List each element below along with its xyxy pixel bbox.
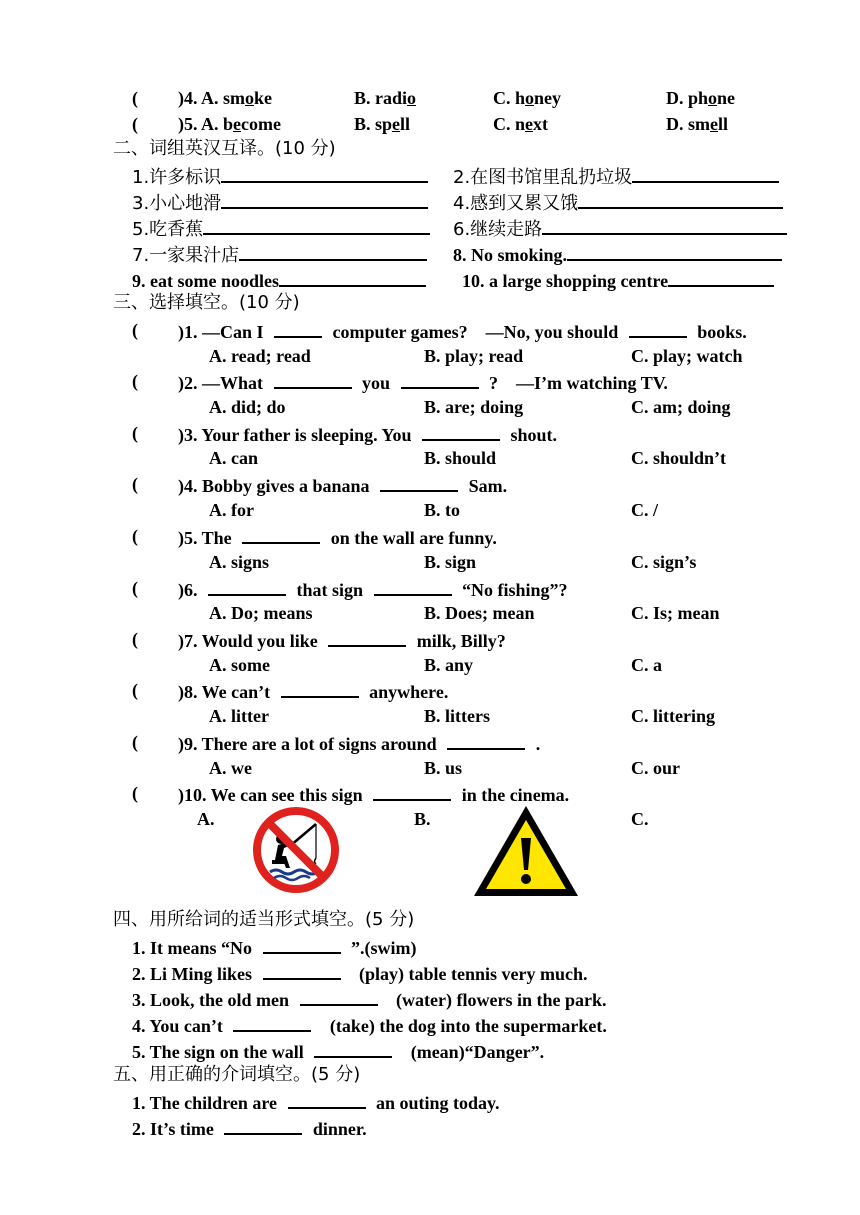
answer-blank[interactable] xyxy=(288,1090,366,1109)
answer-blank[interactable] xyxy=(242,525,320,544)
section-5-title: 五、用正确的介词填空。(5 分) xyxy=(113,1064,361,1085)
prep-item-2: 2. It’s time dinner. xyxy=(132,1116,367,1138)
q4-option-b[interactable]: B. to xyxy=(424,500,460,520)
answer-blank[interactable] xyxy=(239,242,427,261)
translate-item-5: 5.吃香蕉 xyxy=(132,216,430,238)
q10-option-a[interactable]: A. xyxy=(197,809,215,829)
answer-blank[interactable] xyxy=(328,628,406,647)
answer-blank[interactable] xyxy=(221,164,428,183)
phonics-4-d: D. phone xyxy=(666,88,736,108)
q6-option-a[interactable]: A. Do; means xyxy=(209,603,313,623)
answer-blank[interactable] xyxy=(263,961,341,980)
phonics-4-c: C. honey xyxy=(493,88,562,108)
answer-blank[interactable] xyxy=(233,1013,311,1032)
question-4: )4. Bobby gives a banana Sam. xyxy=(178,473,507,495)
q9-option-a[interactable]: A. we xyxy=(209,758,252,778)
answer-paren[interactable]: ( xyxy=(132,320,138,340)
q4-option-a[interactable]: A. for xyxy=(209,500,254,520)
warning-sign-icon xyxy=(472,804,580,898)
q2-option-c[interactable]: C. am; doing xyxy=(631,397,731,417)
q8-option-c[interactable]: C. littering xyxy=(631,706,715,726)
q6-option-c[interactable]: C. Is; mean xyxy=(631,603,720,623)
answer-paren[interactable]: ( xyxy=(132,526,138,546)
q7-option-b[interactable]: B. any xyxy=(424,655,474,675)
answer-blank[interactable] xyxy=(221,190,428,209)
fill-item-2: 2. Li Ming likes (play) table tennis very much. xyxy=(132,961,588,983)
phonics-4-b: B. radio xyxy=(354,88,417,108)
translate-item-6: 6.继续走路 xyxy=(453,216,787,238)
translate-item-2: 2.在图书馆里乱扔垃圾 xyxy=(453,164,779,186)
section-3-title: 三、选择填空。(10 分) xyxy=(113,292,300,313)
question-7: )7. Would you like milk, Billy? xyxy=(178,628,506,650)
answer-blank[interactable] xyxy=(274,370,352,389)
answer-blank[interactable] xyxy=(542,216,787,235)
phonics-5-d: D. smell xyxy=(666,114,729,134)
question-6: )6. that sign “No fishing”? xyxy=(178,577,568,599)
answer-paren[interactable]: ( xyxy=(132,732,138,752)
answer-paren[interactable]: ( xyxy=(132,114,138,134)
answer-blank[interactable] xyxy=(422,422,500,441)
question-8: )8. We can’t anywhere. xyxy=(178,679,448,701)
answer-paren[interactable]: ( xyxy=(132,371,138,391)
answer-blank[interactable] xyxy=(578,190,783,209)
q9-option-c[interactable]: C. our xyxy=(631,758,680,778)
q5-option-a[interactable]: A. signs xyxy=(209,552,270,572)
answer-blank[interactable] xyxy=(447,731,525,750)
answer-paren[interactable]: ( xyxy=(132,680,138,700)
question-5: )5. The on the wall are funny. xyxy=(178,525,497,547)
q7-option-c[interactable]: C. a xyxy=(631,655,662,675)
no-fishing-sign-icon xyxy=(250,806,342,894)
q5-option-c[interactable]: C. sign’s xyxy=(631,552,697,572)
phonics-5-c: C. next xyxy=(493,114,549,134)
fill-item-4: 4. You can’t (take) the dog into the supermarket. xyxy=(132,1013,607,1035)
translate-item-4: 4.感到又累又饿 xyxy=(453,190,783,212)
answer-blank[interactable] xyxy=(281,679,359,698)
q8-option-b[interactable]: B. litters xyxy=(424,706,490,726)
answer-blank[interactable] xyxy=(668,268,774,287)
answer-paren[interactable]: ( xyxy=(132,423,138,443)
fill-item-1: 1. It means “No ”.(swim) xyxy=(132,935,417,957)
q3-option-a[interactable]: A. can xyxy=(209,448,258,468)
answer-paren[interactable]: ( xyxy=(132,578,138,598)
answer-blank[interactable] xyxy=(374,577,452,596)
phonics-4-a: )4. A. smoke xyxy=(178,88,272,108)
answer-paren[interactable]: ( xyxy=(132,629,138,649)
answer-blank[interactable] xyxy=(401,370,479,389)
question-10: )10. We can see this sign in the cinema. xyxy=(178,782,569,804)
answer-blank[interactable] xyxy=(300,987,378,1006)
answer-blank[interactable] xyxy=(274,319,322,338)
q10-option-c[interactable]: C. xyxy=(631,809,649,829)
phonics-5-a: )5. A. become xyxy=(178,114,281,134)
translate-item-1: 1.许多标识 xyxy=(132,164,428,186)
q4-option-c[interactable]: C. / xyxy=(631,500,658,520)
q8-option-a[interactable]: A. litter xyxy=(209,706,269,726)
translate-item-9: 9. eat some noodles xyxy=(132,268,426,290)
answer-blank[interactable] xyxy=(373,782,451,801)
q7-option-a[interactable]: A. some xyxy=(209,655,270,675)
answer-blank[interactable] xyxy=(263,935,341,954)
answer-blank[interactable] xyxy=(208,577,286,596)
fill-item-5: 5. The sign on the wall (mean)“Danger”. xyxy=(132,1039,544,1061)
question-2: )2. —What you ? —I’m watching TV. xyxy=(178,370,668,392)
answer-blank[interactable] xyxy=(279,268,426,287)
translate-item-3: 3.小心地滑 xyxy=(132,190,428,212)
q6-option-b[interactable]: B. Does; mean xyxy=(424,603,535,623)
answer-paren[interactable]: ( xyxy=(132,783,138,803)
answer-paren[interactable]: ( xyxy=(132,474,138,494)
phonics-row-4 xyxy=(132,87,138,109)
answer-blank[interactable] xyxy=(203,216,430,235)
question-9: )9. There are a lot of signs around . xyxy=(178,731,540,753)
phonics-row-5 xyxy=(132,113,138,135)
q3-option-c[interactable]: C. shouldn’t xyxy=(631,448,727,468)
q1-option-a[interactable]: A. read; read xyxy=(209,346,311,366)
q10-option-b[interactable]: B. xyxy=(414,809,431,829)
question-1: )1. —Can I computer games? —No, you should books. xyxy=(178,319,747,341)
answer-blank[interactable] xyxy=(314,1039,392,1058)
phonics-5-b: B. spell xyxy=(354,114,411,134)
answer-blank[interactable] xyxy=(224,1116,302,1135)
answer-blank[interactable] xyxy=(632,164,779,183)
section-2-title: 二、词组英汉互译。(10 分) xyxy=(113,138,336,159)
translate-item-10: 10. a large shopping centre xyxy=(462,268,774,290)
q1-option-b[interactable]: B. play; read xyxy=(424,346,524,366)
answer-blank[interactable] xyxy=(567,242,782,261)
q9-option-b[interactable]: B. us xyxy=(424,758,463,778)
q2-option-a[interactable]: A. did; do xyxy=(209,397,286,417)
translate-item-8: 8. No smoking. xyxy=(453,242,782,264)
prep-item-1: 1. The children are an outing today. xyxy=(132,1090,500,1112)
answer-blank[interactable] xyxy=(629,319,687,338)
q1-option-c[interactable]: C. play; watch xyxy=(631,346,743,366)
q3-option-b[interactable]: B. should xyxy=(424,448,497,468)
translate-item-7: 7.一家果汁店 xyxy=(132,242,427,264)
answer-blank[interactable] xyxy=(380,473,458,492)
fill-item-3: 3. Look, the old men (water) flowers in the park. xyxy=(132,987,607,1009)
question-3: )3. Your father is sleeping. You shout. xyxy=(178,422,557,444)
q2-option-b[interactable]: B. are; doing xyxy=(424,397,524,417)
answer-paren[interactable]: ( xyxy=(132,88,138,108)
section-4-title: 四、用所给词的适当形式填空。(5 分) xyxy=(113,909,415,930)
q5-option-b[interactable]: B. sign xyxy=(424,552,477,572)
